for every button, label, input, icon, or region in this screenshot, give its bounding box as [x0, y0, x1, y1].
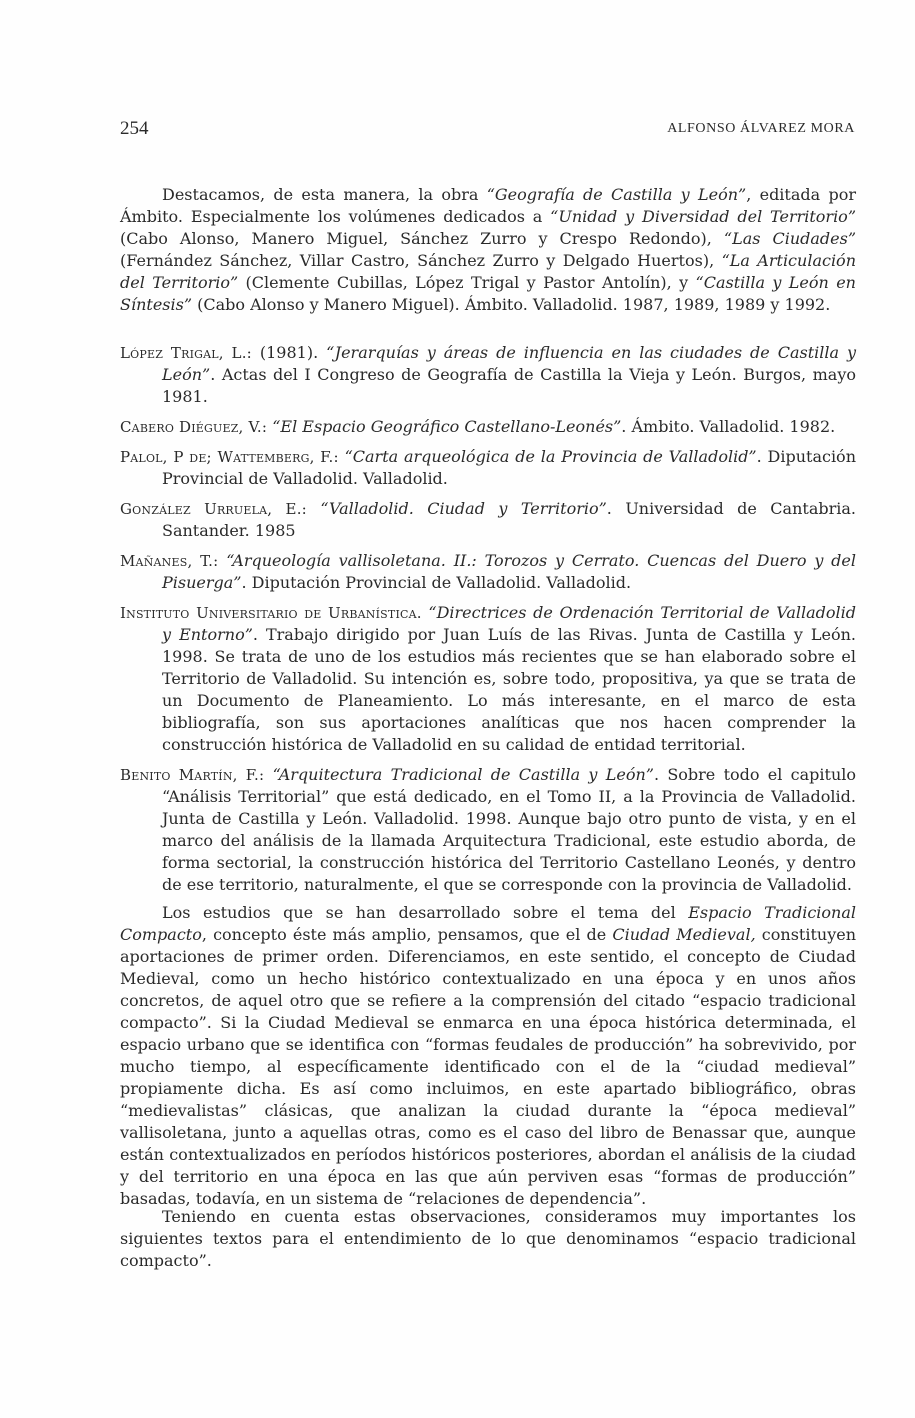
- reference-entry: [120, 416, 856, 438]
- emphasis-term: Espacio Tradicional Compacto: [120, 903, 856, 944]
- reference-entry: [120, 602, 856, 756]
- reference-title: “Arqueología vallisoletana. II.: Torozos y Cerrato. Cuencas del Duero y del Pisuerga”: [162, 551, 857, 592]
- work-title: “Castilla y León en Síntesis”: [120, 273, 856, 314]
- reference-entry: [120, 446, 856, 490]
- text-span: (Cabo Alonso y Manero Miguel). Ámbito. Valladolid. 1987, 1989, 1989 y 1992.: [192, 295, 831, 314]
- work-title: “Unidad y Diversidad del Territorio”: [550, 207, 856, 226]
- reference-details: . Diputación Provincial de Valladolid. Valladolid.: [241, 573, 632, 592]
- reference-details: . Sobre todo el capitulo “Análisis Territorial” que está dedicado, en el Tomo II, a la Provincia de Valladolid. Junta de Castilla y León. Valladolid. 1998. Aunque bajo otro punto de vista, y en el marco del análisis de la llamada Arquitectura Tradicional, este estudio aborda, de forma sectorial, la construcción histórica del Territorio Castellano Leonés, y dentro de ese territorio, naturalmente, el que se corresponde con la provincia de Valladolid.: [162, 765, 857, 894]
- reference-author: Benito Martín, F.:: [120, 766, 265, 784]
- page-header: [120, 118, 855, 142]
- body-paragraph: [120, 902, 856, 1210]
- work-title: “Las Ciudades”: [723, 229, 857, 248]
- reference-author: Mañanes, T.:: [120, 552, 219, 570]
- reference-entry: [120, 764, 856, 896]
- reference-author: López Trigal, L.:: [120, 344, 252, 362]
- text-span: (Cabo Alonso, Manero Miguel, Sánchez Zurro y Crespo Redondo),: [120, 229, 724, 248]
- reference-entry: [120, 498, 856, 542]
- reference-entry: [120, 550, 856, 594]
- reference-title: “Directrices de Ordenación Territorial de Valladolid y Entorno”: [162, 603, 856, 644]
- text-span: (Fernández Sánchez, Villar Castro, Sánchez Zurro y Delgado Huertos),: [120, 251, 722, 270]
- text-span: , concepto éste más amplio, pensamos, que el de: [201, 925, 613, 944]
- reference-year: (1981).: [251, 343, 327, 362]
- reference-author: Instituto Universitario de Urbanística.: [120, 604, 422, 622]
- reference-list: [120, 342, 856, 904]
- emphasis-term: Ciudad Medieval,: [612, 925, 756, 944]
- reference-spacer: [218, 551, 226, 570]
- reference-title: “Jerarquías y áreas de influencia en las ciudades de Castilla y León”: [162, 343, 856, 384]
- work-title: “Geografía de Castilla y León”: [486, 185, 747, 204]
- reference-author: González Urruela, E.:: [120, 500, 307, 518]
- running-head: ALFONSO ÁLVAREZ MORA: [667, 121, 855, 136]
- reference-details: . Universidad de Cantabria. Santander. 1985: [162, 499, 856, 540]
- reference-entry: [120, 342, 856, 408]
- page-number: 254: [120, 118, 149, 139]
- work-title: “La Articulación del Territorio”: [120, 251, 856, 292]
- reference-details: . Actas del I Congreso de Geografía de Castilla la Vieja y León. Burgos, mayo 1981.: [162, 365, 856, 406]
- reference-details: . Diputación Provincial de Valladolid. Valladolid.: [162, 447, 856, 488]
- reference-spacer: [307, 499, 320, 518]
- reference-spacer: [264, 765, 272, 784]
- reference-author: Palol, P de; Wattemberg, F.:: [120, 448, 339, 466]
- text-span: Destacamos, de esta manera, la obra: [162, 185, 487, 204]
- reference-title: “Carta arqueológica de la Provincia de Valladolid”: [344, 447, 757, 466]
- reference-title: “El Espacio Geográfico Castellano-Leonés”: [272, 417, 622, 436]
- reference-details: . Trabajo dirigido por Juan Luís de las Rivas. Junta de Castilla y León. 1998. Se trata de uno de los estudios más recientes que se han elaborado sobre el Territorio de Valladolid. Su intención es, sobre todo, propositiva, ya que se trata de un Documento de Planeamiento. Lo más interesante, en el marco de esta bibliografía, son sus aportaciones analíticas que nos hacen comprender la construcción histórica de Valladolid en su calidad de entidad territorial.: [162, 625, 856, 754]
- text-span: (Clemente Cubillas, López Trigal y Pastor Antolín), y: [238, 273, 696, 292]
- text-span: , editada por Ámbito. Especialmente los volúmenes dedicados a: [120, 185, 856, 226]
- text-span: constituyen aportaciones de primer orden. Diferenciamos, en este sentido, el concepto de Ciudad Medieval, como un hecho histórico contextualizado en una época y en unos años concretos, de aquel otro que se refiere a la comprensión del citado “espacio tradicional compacto”. Si la Ciudad Medieval se enmarca en una época histórica determinada, el espacio urbano que se identifica con “formas feudales de producción” ha sobrevivido, por mucho tiempo, al específicamente identificado con el de la “ciudad medieval” propiamente dicha. Es así como incluimos, en este apartado bibliográfico, obras “medievalistas” clásicas, que analizan la ciudad durante la “época medieval” vallisoletana, junto a aquellas otras, como es el caso del libro de Benassar que, aunque están contextualizados en períodos históricos posteriores, abordan el análisis de la ciudad y del territorio en una época en las que aún perviven esas “formas de producción” basadas, todavía, en un sistema de “relaciones de dependencia”.: [120, 925, 857, 1208]
- intro-paragraph: [120, 184, 856, 316]
- body-paragraph: Teniendo en cuenta estas observaciones, consideramos muy importantes los siguientes textos para el entendimiento de lo que denominamos “espacio tradicional compacto”.: [120, 1207, 856, 1270]
- reference-title: “Valladolid. Ciudad y Territorio”: [320, 499, 607, 518]
- reference-author: Cabero Diéguez, V.:: [120, 418, 268, 436]
- reference-title: “Arquitectura Tradicional de Castilla y León”: [272, 765, 654, 784]
- text-span: Los estudios que se han desarrollado sobre el tema del: [162, 903, 689, 922]
- reference-details: . Ámbito. Valladolid. 1982.: [621, 417, 836, 436]
